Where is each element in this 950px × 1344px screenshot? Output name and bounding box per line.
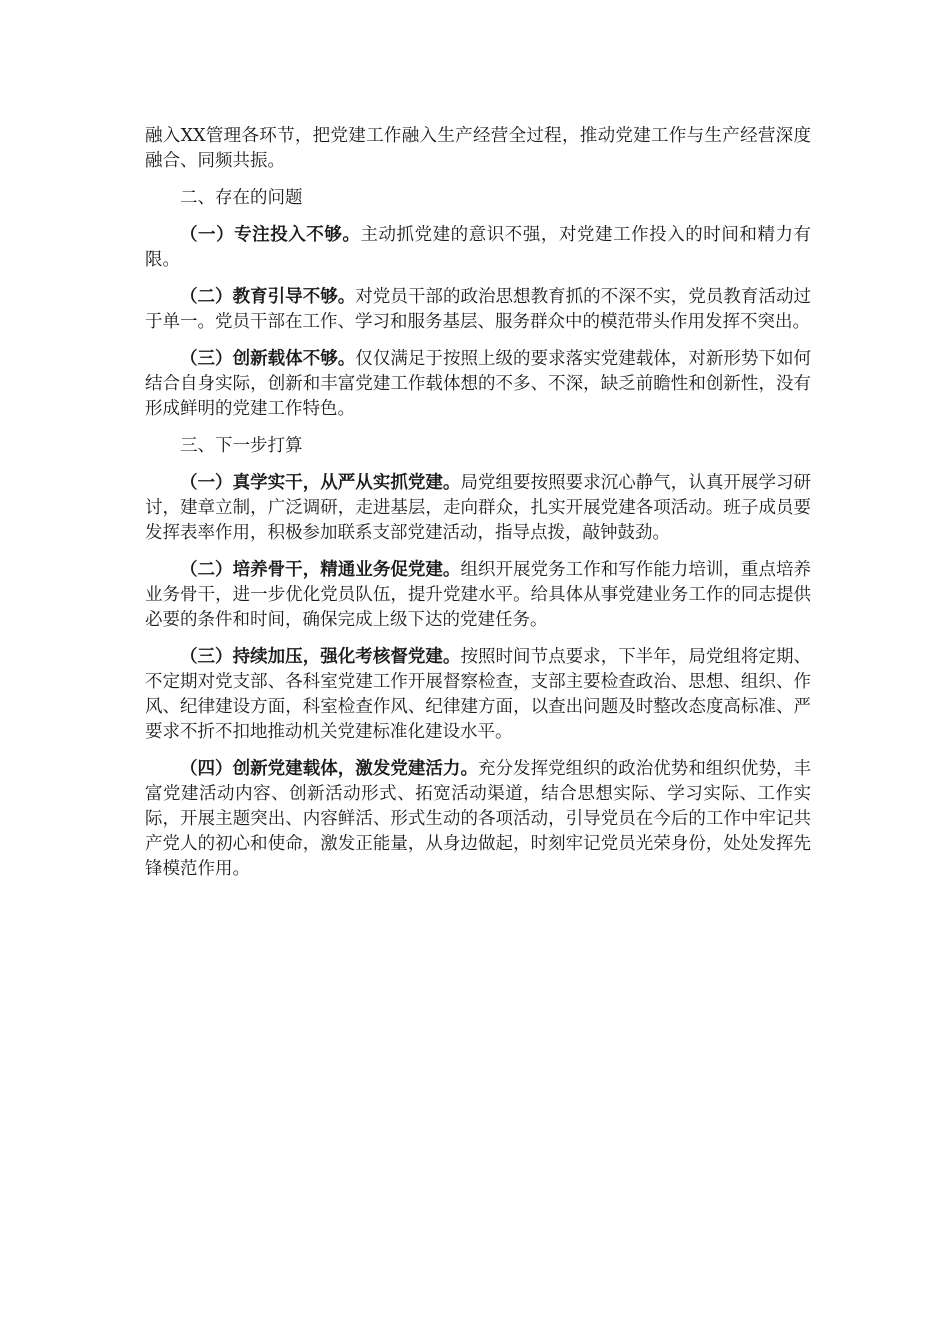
intro-paragraph: 融入XX管理各环节，把党建工作融入生产经营全过程，推动党建工作与生产经营深度融合、同频共振。 [145, 126, 811, 171]
problem-item-2 [145, 285, 811, 335]
plan-item-1-text: 局党组要按照要求沉心静气，认真开展学习研讨，建章立制，广泛调研，走进基层，走向群众，扎实开展党建各项活动。班子成员要发挥表率作用，积极参加联系支部党建活动，指导点拨，敲钟鼓劲。 [145, 473, 812, 543]
plan-item-2-text: 组织开展党务工作和写作能力培训，重点培养业务骨干，进一步优化党员队伍，提升党建水平。给具体从事党建业务工作的同志提供必要的条件和时间，确保完成上级下达的党建任务。 [145, 560, 812, 630]
plan-item-3-lead: （三）持续加压，强化考核督党建。 [180, 647, 461, 667]
plan-item-1 [145, 471, 811, 546]
problem-item-2-text: 对党员干部的政治思想教育抓的不深不实，党员教育活动过于单一。党员干部在工作、学习和服务基层、服务群众中的模范带头作用发挥不突出。 [145, 287, 812, 332]
problem-item-2-lead: （二）教育引导不够。 [180, 287, 356, 307]
section-heading-next-steps: 三、下一步打算 [180, 436, 303, 456]
plan-item-4 [145, 757, 811, 882]
plan-item-2 [145, 558, 811, 633]
plan-item-4-text: 充分发挥党组织的政治优势和组织优势，丰富党建活动内容、创新活动形式、拓宽活动渠道，结合思想实际、学习实际、工作实际，开展主题突出、内容鲜活、形式生动的各项活动，引导党员在今后的工作中牢记共产党人的初心和使命，激发正能量，从身边做起，时刻牢记党员光荣身份，处处发挥先锋模范作用。 [145, 759, 811, 879]
problem-item-1-lead: （一）专注投入不够。 [180, 225, 361, 245]
section-heading-problems: 二、存在的问题 [180, 188, 303, 208]
problem-item-3-text: 仅仅满足于按照上级的要求落实党建载体，对新形势下如何结合自身实际，创新和丰富党建工作载体想的不多、不深，缺乏前瞻性和创新性，没有形成鲜明的党建工作特色。 [145, 349, 812, 419]
problem-item-1 [145, 223, 811, 273]
problem-item-1-text: 主动抓党建的意识不强，对党建工作投入的时间和精力有限。 [145, 225, 812, 270]
plan-item-4-lead: （四）创新党建载体，激发党建活力。 [180, 759, 478, 779]
problem-item-3 [145, 347, 811, 422]
plan-item-2-lead: （二）培养骨干，精通业务促党建。 [180, 560, 461, 580]
plan-item-3-text: 按照时间节点要求，下半年，局党组将定期、不定期对党支部、各科室党建工作开展督察检查，支部主要检查政治、思想、组织、作风、纪律建设方面，科室检查作风、纪律建方面，以查出问题及时整改态度高标准、严要求不折不扣地推动机关党建标准化建设水平。 [145, 647, 812, 742]
document-page [145, 124, 811, 894]
plan-item-3 [145, 645, 811, 745]
plan-item-1-lead: （一）真学实干，从严从实抓党建。 [180, 473, 461, 493]
problem-item-3-lead: （三）创新载体不够。 [180, 349, 356, 369]
